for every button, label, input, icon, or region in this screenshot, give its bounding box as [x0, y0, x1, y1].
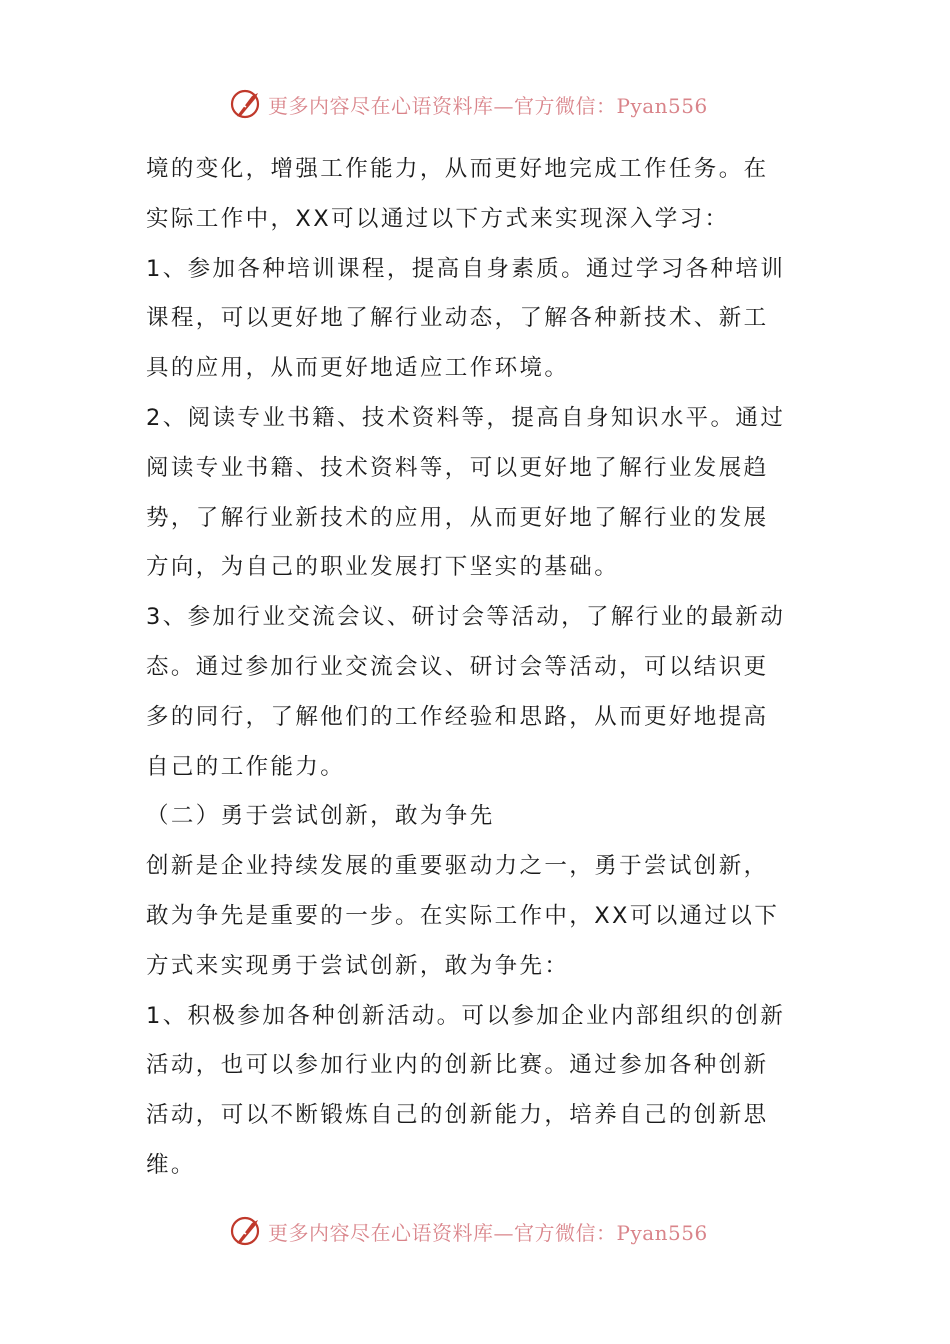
footer-watermark-banner: [228, 1211, 708, 1251]
text-line: 活动，也可以参加行业内的创新比赛。通过参加各种创新: [146, 1052, 769, 1079]
text-line: 方向，为自己的职业发展打下坚实的基础。: [146, 554, 620, 581]
text-line: 实际工作中，XX可以通过以下方式来实现深入学习：: [146, 205, 730, 232]
text-line: 活动，可以不断锻炼自己的创新能力，培养自己的创新思: [146, 1102, 769, 1129]
header-watermark-banner: [228, 84, 708, 124]
text-line: （二）勇于尝试创新，敢为争先: [146, 803, 495, 830]
text-line: 课程，可以更好地了解行业动态，了解各种新技术、新工: [146, 305, 769, 332]
text-line: 具的应用，从而更好地适应工作环境。: [146, 355, 570, 382]
text-line: 势，了解行业新技术的应用，从而更好地了解行业的发展: [146, 504, 769, 531]
text-line: 阅读专业书籍、技术资料等，可以更好地了解行业发展趋: [146, 454, 769, 481]
pen-nib-circle-icon: [228, 1213, 264, 1249]
pen-nib-circle-icon: [228, 86, 264, 122]
text-line: 方式来实现勇于尝试创新，敢为争先：: [146, 952, 570, 979]
document-body: [146, 145, 811, 1191]
watermark-text: 更多内容尽在心语资料库—官方微信：Pyan556: [268, 1220, 708, 1245]
text-line: 态。通过参加行业交流会议、研讨会等活动，可以结识更: [146, 653, 769, 680]
text-line: 敢为争先是重要的一步。在实际工作中，XX可以通过以下: [146, 902, 780, 929]
text-line: 自己的工作能力。: [146, 753, 346, 780]
text-line: 创新是企业持续发展的重要驱动力之一，勇于尝试创新，: [146, 853, 769, 880]
watermark-text: 更多内容尽在心语资料库—官方微信：Pyan556: [268, 93, 708, 118]
text-line: 3、参加行业交流会议、研讨会等活动，了解行业的最新动: [146, 604, 786, 631]
text-line: 多的同行，了解他们的工作经验和思路，从而更好地提高: [146, 703, 769, 730]
text-line: 境的变化，增强工作能力，从而更好地完成工作任务。在: [146, 156, 769, 182]
text-line: 维。: [146, 1151, 196, 1178]
text-line: 1、积极参加各种创新活动。可以参加企业内部组织的创新: [146, 1002, 786, 1029]
text-line: 1、参加各种培训课程，提高自身素质。通过学习各种培训: [146, 255, 786, 282]
text-line: 2、阅读专业书籍、技术资料等，提高自身知识水平。通过: [146, 404, 786, 431]
